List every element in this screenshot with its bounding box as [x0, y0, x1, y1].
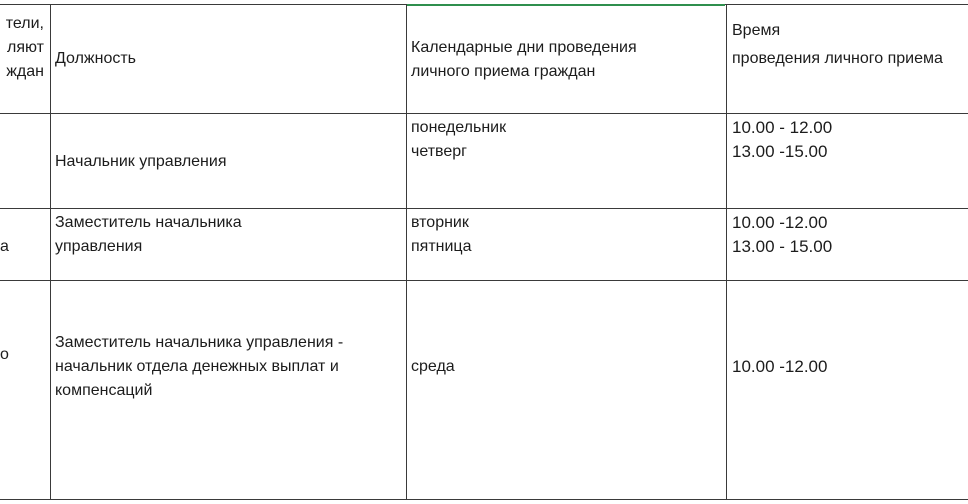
row1-time: [732, 116, 968, 164]
time-line: 10.00 -12.00: [732, 213, 828, 232]
position-line: компенсаций: [55, 382, 153, 399]
time-line: 10.00 -12.00: [732, 357, 828, 376]
row3-col0-text: о: [0, 346, 9, 363]
day-line: четверг: [411, 143, 467, 160]
row1-position: [55, 150, 400, 174]
row2-position: [55, 211, 400, 259]
header-bottom-border: [0, 113, 968, 114]
row2-time: [732, 211, 968, 259]
col-divider-3: [726, 4, 727, 500]
position-line: Заместитель начальника управления -: [55, 334, 344, 351]
row1-days: [411, 116, 721, 164]
day-line: среда: [411, 358, 455, 375]
header-time-line: Время: [732, 22, 781, 39]
time-line: 10.00 - 12.00: [732, 118, 833, 137]
header-days-line: Календарные дни проведения: [411, 39, 637, 56]
header-col0-line: ляют: [7, 39, 44, 56]
row3-position: [55, 331, 400, 403]
position-line: начальник отдела денежных выплат и: [55, 358, 339, 375]
col-divider-1: [50, 4, 51, 500]
header-col0-line: тели,: [5, 15, 44, 32]
header-days-line: личного приема граждан: [411, 63, 596, 80]
header-days: [411, 36, 721, 84]
selection-top-border: [407, 4, 725, 6]
row3-time: [732, 355, 968, 379]
header-time-line: проведения личного приема: [732, 50, 943, 67]
position-line: Начальник управления: [55, 153, 227, 170]
row2-days: [411, 211, 721, 259]
day-line: вторник: [411, 214, 469, 231]
table-bottom-border: [0, 499, 968, 500]
header-col0-cell: [0, 12, 44, 84]
col-divider-2: [406, 4, 407, 500]
row1-bottom-border: [0, 208, 968, 209]
header-position-label: Должность: [55, 50, 136, 67]
time-line: 13.00 - 15.00: [732, 237, 833, 256]
day-line: пятница: [411, 238, 472, 255]
row2-col0: [0, 235, 9, 259]
row2-bottom-border: [0, 280, 968, 281]
header-col0-line: ждан: [6, 63, 44, 80]
row3-days: [411, 355, 721, 379]
position-line: управления: [55, 238, 143, 255]
time-line: 13.00 -15.00: [732, 142, 828, 161]
row2-col0-text: а: [0, 238, 9, 255]
header-position: [55, 47, 400, 71]
day-line: понедельник: [411, 119, 507, 136]
row3-col0: [0, 343, 9, 367]
position-line: Заместитель начальника: [55, 214, 242, 231]
header-time: [732, 17, 968, 73]
